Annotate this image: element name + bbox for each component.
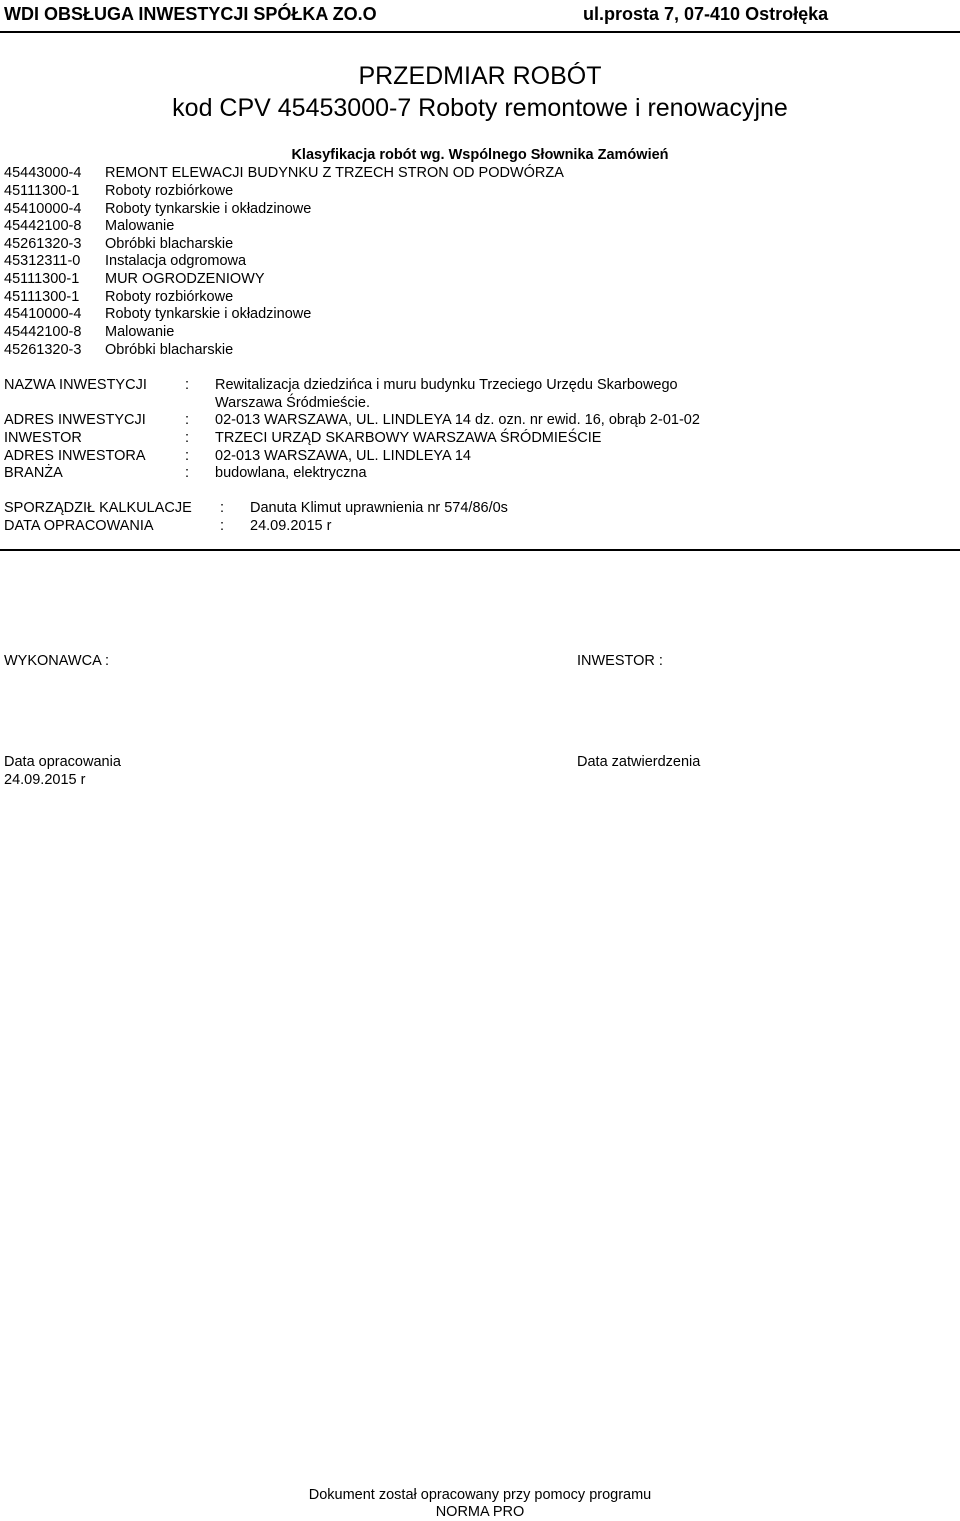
cpv-code: 45261320-3 [4, 236, 82, 252]
cpv-code: 45312311-0 [4, 253, 81, 269]
prepared-by-value: Danuta Klimut uprawnienia nr 574/86/0s [250, 500, 508, 516]
investment-address-label: ADRES INWESTYCJI [4, 412, 146, 428]
colon: : [185, 377, 190, 393]
company-name: WDI OBSŁUGA INWESTYCJI SPÓŁKA ZO.O [4, 4, 377, 24]
investment-name-label: NAZWA INWESTYCJI [4, 377, 147, 393]
cpv-code: 45410000-4 [4, 306, 82, 322]
prep-date-label: DATA OPRACOWANIA [4, 518, 154, 534]
cpv-description: Malowanie [105, 218, 175, 234]
cpv-code: 45442100-8 [4, 218, 82, 234]
document-title: PRZEDMIAR ROBÓT [358, 62, 602, 90]
classification-heading: Klasyfikacja robót wg. Wspólnego Słownika Zamówień [291, 147, 669, 163]
branch-value: budowlana, elektryczna [215, 465, 367, 481]
investment-name-value-cont: Warszawa Śródmieście. [215, 395, 370, 411]
investment-name-value: Rewitalizacja dziedzińca i muru budynku Trzeciego Urzędu Skarbowego [215, 377, 678, 393]
contractor-label: WYKONAWCA : [4, 653, 109, 669]
colon: : [185, 448, 190, 464]
investor-label: INWESTOR [4, 430, 82, 446]
cpv-description: Instalacja odgromowa [105, 253, 247, 269]
header-divider [0, 31, 960, 33]
prep-date-value: 24.09.2015 r [250, 518, 332, 534]
cpv-code: 45111300-1 [4, 271, 80, 287]
investor-signature-label: INWESTOR : [577, 653, 663, 669]
cpv-description: MUR OGRODZENIOWY [105, 271, 265, 287]
prepared-by-label: SPORZĄDZIŁ KALKULACJE [4, 500, 192, 516]
cpv-code: 45111300-1 [4, 289, 80, 305]
prep-date-signature-label: Data opracowania [4, 754, 121, 770]
cpv-code: 45261320-3 [4, 342, 82, 358]
approval-date-label: Data zatwierdzenia [577, 754, 701, 770]
cpv-description: Roboty rozbiórkowe [105, 289, 234, 305]
cpv-description: Obróbki blacharskie [105, 342, 234, 358]
branch-label: BRANŻA [4, 465, 63, 481]
investment-address-value: 02-013 WARSZAWA, UL. LINDLEYA 14 dz. ozn. nr ewid. 16, obrąb 2-01-02 [215, 412, 700, 428]
cpv-description: Malowanie [105, 324, 175, 340]
cpv-code: 45410000-4 [4, 201, 82, 217]
cpv-code: 45111300-1 [4, 183, 80, 199]
footer-line-1: Dokument został opracowany przy pomocy programu [308, 1487, 652, 1503]
cpv-description: Obróbki blacharskie [105, 236, 234, 252]
colon: : [185, 465, 190, 481]
cpv-description: Roboty tynkarskie i okładzinowe [105, 201, 312, 217]
company-address: ul.prosta 7, 07-410 Ostrołęka [583, 4, 829, 24]
cpv-code: 45442100-8 [4, 324, 82, 340]
cpv-description: REMONT ELEWACJI BUDYNKU Z TRZECH STRON OD PODWÓRZA [105, 165, 564, 181]
colon: : [185, 412, 190, 428]
colon: : [185, 430, 190, 446]
cpv-description: Roboty rozbiórkowe [105, 183, 234, 199]
cpv-code: 45443000-4 [4, 165, 82, 181]
colon: : [220, 500, 225, 516]
prep-date-signature-value: 24.09.2015 r [4, 772, 86, 788]
investor-value: TRZECI URZĄD SKARBOWY WARSZAWA ŚRÓDMIEŚCIE [215, 430, 602, 446]
cpv-description: Roboty tynkarskie i okładzinowe [105, 306, 312, 322]
document-subtitle: kod CPV 45453000-7 Roboty remontowe i renowacyjne [172, 94, 788, 122]
investor-address-value: 02-013 WARSZAWA, UL. LINDLEYA 14 [215, 448, 471, 464]
colon: : [220, 518, 225, 534]
section-divider [0, 549, 960, 551]
footer-line-2: NORMA PRO [435, 1504, 525, 1520]
investor-address-label: ADRES INWESTORA [4, 448, 146, 464]
